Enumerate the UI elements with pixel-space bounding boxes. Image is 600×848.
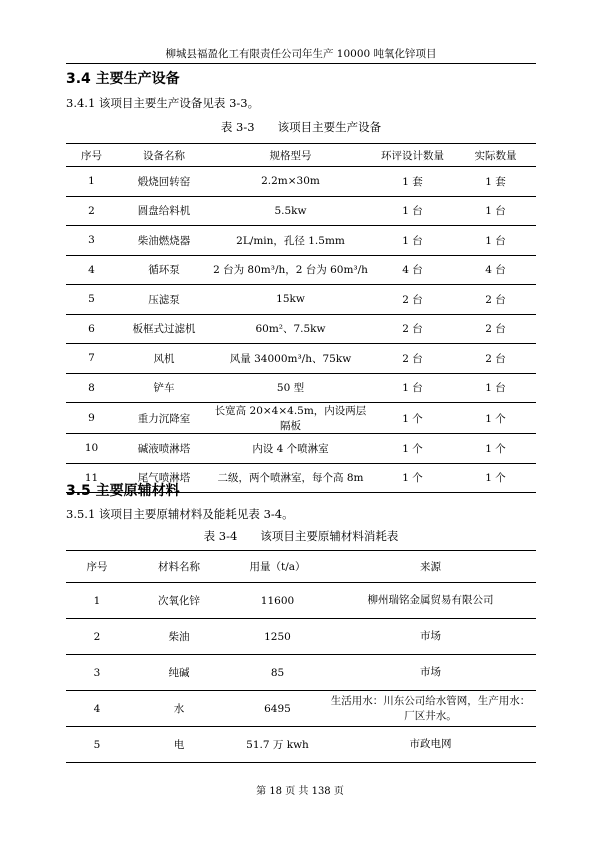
equipment-row-header-row [66, 144, 536, 167]
table-cell: 柴油 [168, 631, 190, 643]
equipment-table-header [66, 144, 536, 167]
table-cell: 二级，两个喷淋室，每个高 8m [217, 472, 364, 485]
table-cell: 4 [93, 702, 101, 715]
table-cell: 压滤泵 [148, 293, 180, 306]
table-cell: 51.7 万 kwh [246, 739, 309, 751]
table-cell: 4 [88, 263, 95, 276]
table-cell: 板框式过滤机 [132, 323, 196, 336]
table-cell: 50 型 [276, 382, 305, 395]
document-header: 柳城县福盈化工有限责任公司年生产 10000 吨氧化锌项目 [165, 48, 437, 60]
table-cell: 1 个 [402, 412, 423, 425]
column-header: 设备名称 [143, 149, 185, 162]
material-row-header-row [66, 551, 536, 583]
table-cell: 1 套 [485, 175, 506, 188]
table-cell: 碱液喷淋塔 [137, 442, 191, 455]
column-header: 序号 [81, 149, 102, 162]
section-heading-3-5: 3.5 主要原辅材料 [66, 483, 180, 499]
table-cell: 11 [84, 471, 99, 484]
table-cell: 电 [173, 739, 185, 751]
table-cell: 生活用水：川东公司给水管网，生产用水：厂区井水。 [330, 694, 531, 722]
table-cell: 煅烧回转窑 [137, 175, 191, 188]
table-cell: 柴油燃烧器 [137, 234, 191, 247]
section-heading-3-4: 3.4 主要生产设备 [66, 71, 180, 87]
table-cell: 60m²、7.5kw [255, 323, 326, 336]
table-cell: 10 [84, 442, 99, 455]
table-cell: 2.2m×30m [261, 175, 320, 188]
table-cell: 2 台为 80m³/h，2 台为 60m³/h [213, 264, 368, 277]
page-number: 第 18 页 共 138 页 [256, 786, 344, 797]
table-cell: 风量 34000m³/h、75kw [229, 352, 352, 365]
materials-table [66, 550, 536, 763]
table-cell: 2 台 [485, 293, 506, 306]
table-cell: 次氧化锌 [158, 595, 200, 607]
column-header: 规格型号 [269, 149, 312, 162]
section-intro-3-5: 3.5.1 该项目主要原辅材料及能耗见表 3-4。 [66, 507, 294, 521]
material-row [66, 691, 536, 727]
table-cell: 85 [270, 666, 285, 679]
table-cell: 1 [88, 175, 95, 188]
table-cell: 7 [88, 352, 95, 365]
table-cell: 1 台 [485, 382, 506, 395]
equipment-row [66, 226, 536, 256]
table-cell: 水 [173, 703, 185, 715]
material-row [66, 727, 536, 763]
table-cell: 1 台 [402, 205, 423, 218]
table-cell: 5.5kw [274, 204, 307, 217]
table-cell: 9 [88, 412, 95, 424]
table-cell: 1 台 [485, 234, 506, 247]
equipment-row [66, 373, 536, 403]
table-cell: 4 台 [485, 264, 506, 277]
table-cell: 循环泵 [148, 264, 180, 277]
table-cell: 铲车 [153, 382, 175, 395]
table-cell: 纯碱 [168, 667, 190, 679]
table-cell: 15kw [276, 293, 305, 306]
table-cell: 2L/min，孔径 1.5mm [236, 234, 345, 247]
table-cell: 重力沉降室 [137, 412, 191, 425]
table-cell: 1 台 [485, 205, 506, 218]
table-cell: 3 [88, 234, 95, 247]
table-cell: 2 [93, 630, 101, 643]
material-row [66, 655, 536, 691]
equipment-row [66, 167, 536, 197]
table-cell: 市场 [420, 630, 441, 642]
materials-table-header [66, 551, 536, 583]
table-caption-3-3: 表 3-3 该项目主要生产设备 [220, 120, 382, 134]
table-cell: 11600 [260, 594, 295, 607]
table-cell: 1 台 [402, 382, 423, 395]
table-cell: 尾气喷淋塔 [137, 472, 191, 485]
table-cell: 1250 [264, 630, 291, 643]
equipment-row [66, 314, 536, 344]
table-cell: 1 个 [485, 472, 506, 485]
table-cell: 6 [88, 322, 95, 335]
equipment-row [66, 434, 536, 464]
material-row [66, 619, 536, 655]
column-header: 用量（t/a） [249, 561, 306, 573]
equipment-row [66, 255, 536, 285]
table-cell: 8 [88, 381, 95, 394]
table-cell: 2 台 [485, 352, 506, 365]
table-cell: 1 个 [402, 472, 423, 485]
table-cell: 1 台 [402, 234, 423, 247]
column-header: 环评设计数量 [381, 149, 444, 162]
table-cell: 2 台 [402, 293, 423, 306]
table-cell: 4 台 [402, 264, 423, 277]
table-cell: 3 [93, 666, 101, 679]
header-rule [66, 63, 536, 64]
table-cell: 圆盘给料机 [137, 205, 191, 218]
materials-table-body [66, 583, 536, 763]
table-caption-3-4: 表 3-4 该项目主要原辅材料消耗表 [203, 529, 399, 543]
equipment-table [66, 143, 536, 493]
column-header: 序号 [86, 561, 108, 573]
table-cell: 1 个 [485, 412, 506, 425]
table-cell: 柳州瑞铭金属贸易有限公司 [367, 594, 494, 606]
table-cell: 5 [88, 293, 95, 306]
material-row [66, 583, 536, 619]
table-cell: 长宽高 20×4×4.5m，内设两层隔板 [214, 405, 367, 432]
equipment-row [66, 196, 536, 226]
equipment-table-body [66, 167, 536, 493]
equipment-row [66, 403, 536, 434]
table-cell: 2 台 [402, 352, 423, 365]
section-intro-3-4: 3.4.1 该项目主要生产设备见表 3-3。 [66, 96, 260, 110]
table-cell: 1 个 [402, 442, 423, 455]
table-cell: 2 [88, 204, 95, 217]
column-header: 材料名称 [158, 561, 200, 573]
equipment-row [66, 344, 536, 374]
table-cell: 6495 [264, 702, 291, 715]
table-cell: 2 台 [402, 323, 423, 336]
table-cell: 1 个 [485, 442, 506, 455]
column-header: 来源 [420, 561, 441, 573]
equipment-row [66, 285, 536, 315]
table-cell: 2 台 [485, 323, 506, 336]
table-cell: 内设 4 个喷淋室 [252, 442, 329, 455]
table-cell: 市场 [420, 666, 441, 678]
table-cell: 风机 [153, 352, 175, 365]
table-cell: 市政电网 [409, 738, 452, 750]
column-header: 实际数量 [474, 149, 517, 162]
table-cell: 1 套 [402, 175, 423, 188]
table-cell: 5 [93, 738, 101, 751]
table-cell: 1 [93, 594, 101, 607]
